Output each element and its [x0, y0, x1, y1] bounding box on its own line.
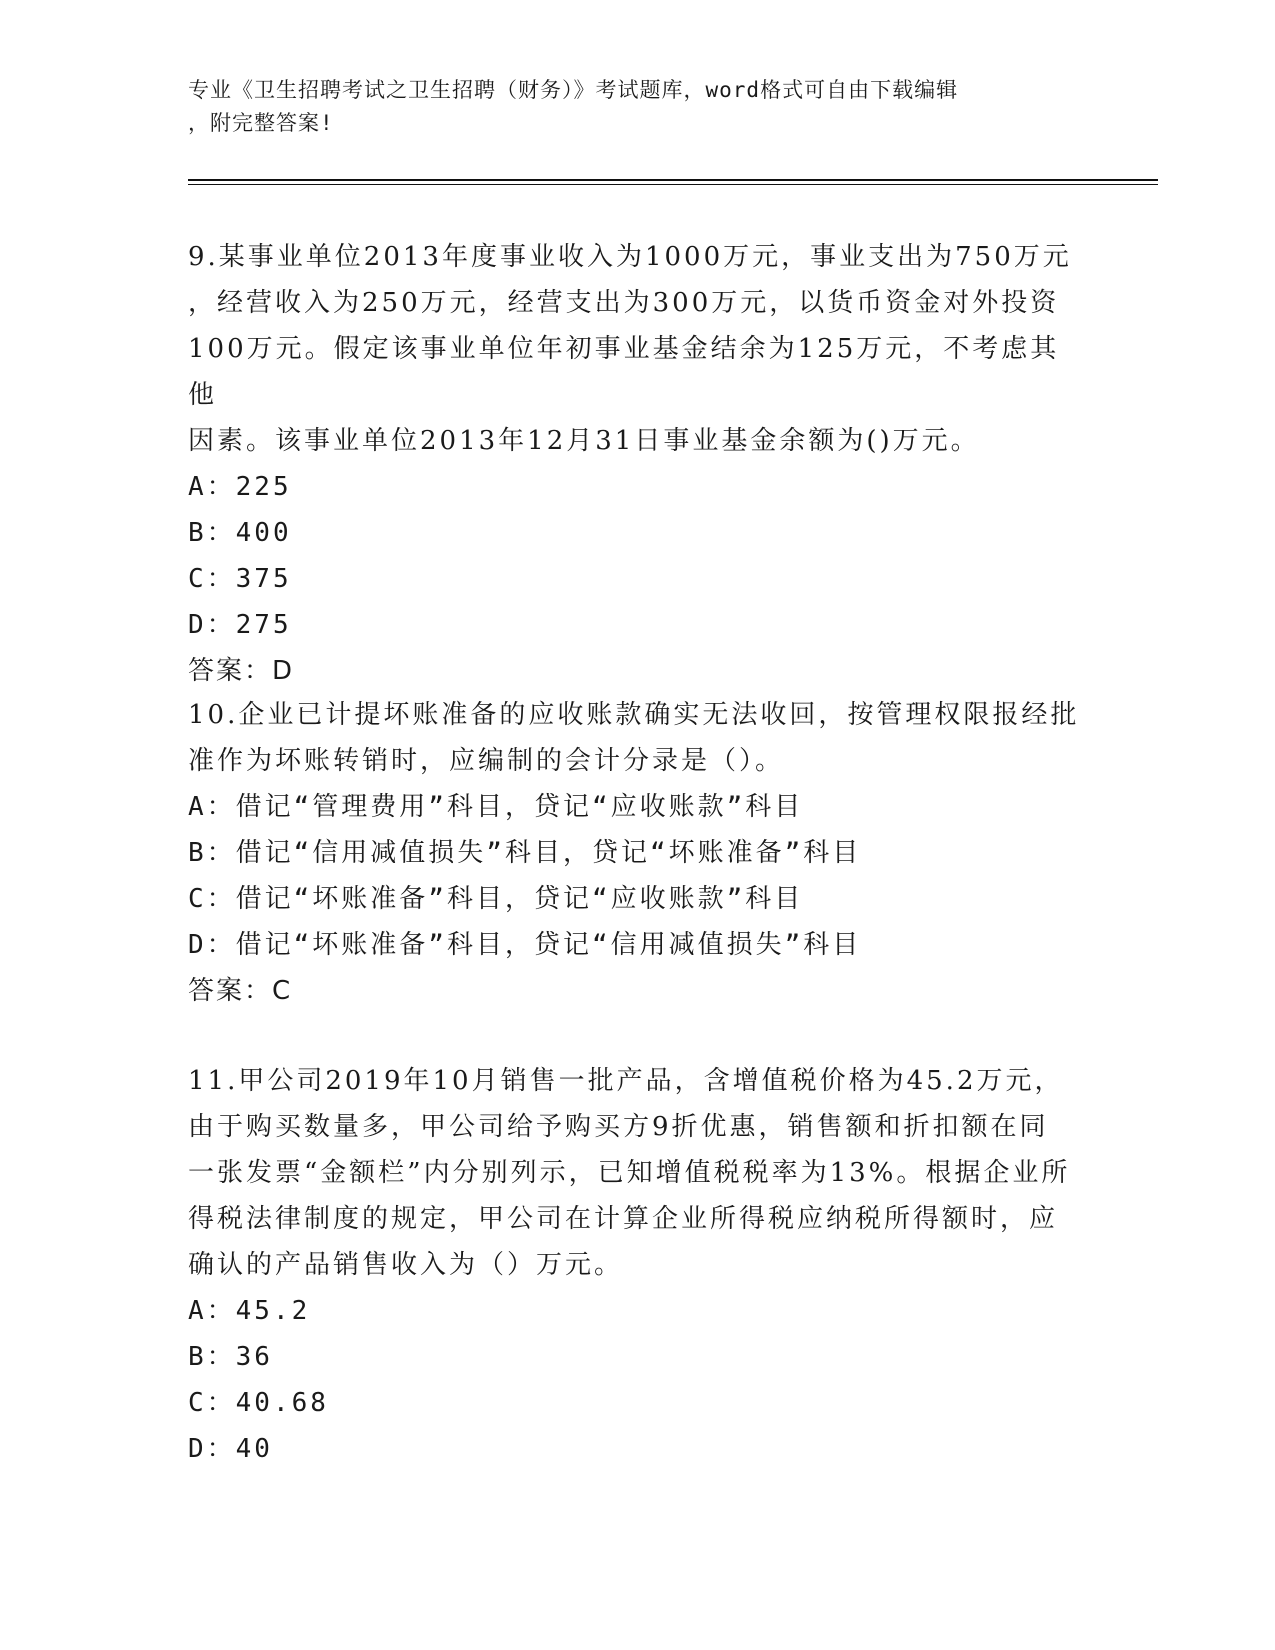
- question-text-line: 由于购买数量多，甲公司给予购买方9折优惠，销售额和折扣额在同: [188, 1112, 1049, 1142]
- question-text-line: 9.某事业单位2013年度事业收入为1000万元，事业支出为750万元: [188, 242, 1072, 272]
- option-b: B：400: [188, 518, 292, 548]
- question-text-line: 一张发票“金额栏”内分别列示，已知增值税税率为13%。根据企业所: [188, 1158, 1071, 1188]
- option-a: A：225: [188, 472, 292, 502]
- header-divider-thin: [188, 184, 1158, 185]
- option-b: B：借记“信用减值损失”科目，贷记“坏账准备”科目: [188, 838, 862, 868]
- option-c: C：40.68: [188, 1388, 329, 1418]
- option-c: C：375: [188, 564, 292, 594]
- option-a: A：借记“管理费用”科目，贷记“应收账款”科目: [188, 792, 804, 822]
- header-line-1: 专业《卫生招聘考试之卫生招聘（财务）》考试题库，word格式可自由下载编辑: [188, 78, 959, 102]
- answer: 答案：C: [188, 976, 293, 1006]
- option-d: D：借记“坏账准备”科目，贷记“信用减值损失”科目: [188, 930, 862, 960]
- question-text-line: 得税法律制度的规定，甲公司在计算企业所得税应纳税所得额时，应: [188, 1204, 1059, 1234]
- question-text-line: 准作为坏账转销时，应编制的会计分录是（）。: [188, 746, 785, 776]
- question-text-line: 10.企业已计提坏账准备的应收账款确实无法收回，按管理权限报经批: [188, 700, 1080, 730]
- header-divider-thick: [188, 179, 1158, 181]
- option-a: A：45.2: [188, 1296, 311, 1326]
- header-line-2: ，附完整答案!: [188, 111, 334, 135]
- option-d: D：40: [188, 1434, 273, 1464]
- question-text-line: 100万元。假定该事业单位年初事业基金结余为125万元，不考虑其他: [188, 334, 1060, 410]
- question-text-line: 11.甲公司2019年10月销售一批产品，含增值税价格为45.2万元，: [188, 1066, 1064, 1096]
- question-10: [188, 692, 1088, 1014]
- answer: 答案：D: [188, 656, 295, 686]
- question-text-line: 确认的产品销售收入为（）万元。: [188, 1250, 624, 1280]
- document-header: [188, 74, 1088, 140]
- option-c: C：借记“坏账准备”科目，贷记“应收账款”科目: [188, 884, 804, 914]
- question-9: [188, 234, 1088, 694]
- option-d: D：275: [188, 610, 292, 640]
- question-11: [188, 1058, 1088, 1472]
- question-text-line: 因素。该事业单位2013年12月31日事业基金余额为()万元。: [188, 426, 980, 456]
- option-b: B：36: [188, 1342, 273, 1372]
- question-text-line: ，经营收入为250万元，经营支出为300万元，以货币资金对外投资: [188, 288, 1060, 318]
